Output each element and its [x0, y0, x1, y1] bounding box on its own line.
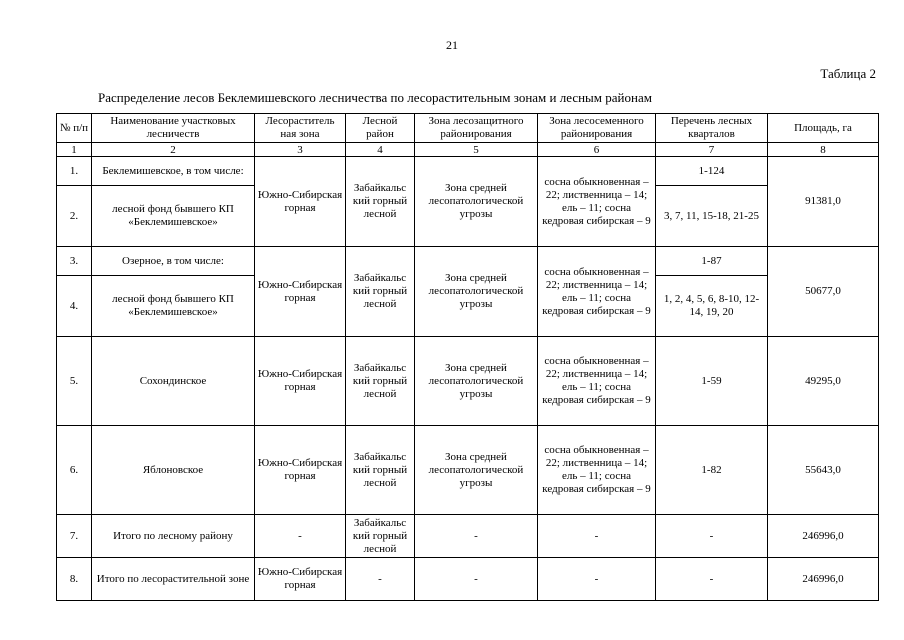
forest-district-cell: - [346, 558, 415, 601]
column-number: 4 [346, 143, 415, 157]
forest-district-cell: Забайкальс кий горный лесной [346, 426, 415, 515]
area-cell: 91381,0 [768, 157, 879, 247]
row-number-cell: 2. [57, 186, 92, 247]
forest-distribution-table [56, 113, 879, 601]
forestry-name-cell: Озерное, в том числе: [92, 247, 255, 276]
table-row [57, 337, 879, 426]
header-cell: Перечень лесных кварталов [656, 114, 768, 143]
table-row [57, 247, 879, 276]
row-number-cell: 5. [57, 337, 92, 426]
seed-zone-cell: сосна обыкновенная – 22; лиственница – 14; ель – 11; сосна кедровая сибирская – 9 [538, 247, 656, 337]
vegetation-zone-cell: Южно-Сибирская горная [255, 157, 346, 247]
table-row [57, 515, 879, 558]
area-cell: 246996,0 [768, 515, 879, 558]
forest-district-cell: Забайкальс кий горный лесной [346, 247, 415, 337]
column-number: 5 [415, 143, 538, 157]
quarters-cell: - [656, 515, 768, 558]
quarters-cell: - [656, 558, 768, 601]
table-row [57, 558, 879, 601]
area-cell: 246996,0 [768, 558, 879, 601]
quarters-cell: 1, 2, 4, 5, 6, 8-10, 12-14, 19, 20 [656, 276, 768, 337]
forest-district-cell: Забайкальс кий горный лесной [346, 157, 415, 247]
table-label: Таблица 2 [820, 66, 876, 81]
forest-district-cell: Забайкальс кий горный лесной [346, 337, 415, 426]
quarters-cell: 1-82 [656, 426, 768, 515]
seed-zone-cell: - [538, 515, 656, 558]
header-cell: Наименование участковых лесничеств [92, 114, 255, 143]
area-cell: 55643,0 [768, 426, 879, 515]
column-number: 7 [656, 143, 768, 157]
table-row [57, 426, 879, 515]
header-cell: Площадь, га [768, 114, 879, 143]
column-number-row [57, 143, 879, 157]
row-number-cell: 3. [57, 247, 92, 276]
protection-zone-cell: Зона средней лесопатологической угрозы [415, 337, 538, 426]
forestry-name-cell: Итого по лесорастительной зоне [92, 558, 255, 601]
vegetation-zone-cell: - [255, 515, 346, 558]
column-number: 2 [92, 143, 255, 157]
forest-district-cell: Забайкальс кий горный лесной [346, 515, 415, 558]
column-number: 3 [255, 143, 346, 157]
document-title: Распределение лесов Беклемишевского лесничества по лесорастительным зонам и лесным районам [98, 90, 652, 105]
seed-zone-cell: - [538, 558, 656, 601]
protection-zone-cell: - [415, 558, 538, 601]
row-number-cell: 7. [57, 515, 92, 558]
column-number: 8 [768, 143, 879, 157]
quarters-cell: 1-59 [656, 337, 768, 426]
quarters-cell: 3, 7, 11, 15-18, 21-25 [656, 186, 768, 247]
header-cell: № п/п [57, 114, 92, 143]
protection-zone-cell: Зона средней лесопатологической угрозы [415, 247, 538, 337]
forestry-name-cell: Яблоновское [92, 426, 255, 515]
header-row [57, 114, 879, 143]
protection-zone-cell: Зона средней лесопатологической угрозы [415, 157, 538, 247]
column-number: 6 [538, 143, 656, 157]
protection-zone-cell: - [415, 515, 538, 558]
quarters-cell: 1-124 [656, 157, 768, 186]
forestry-name-cell: Беклемишевское, в том числе: [92, 157, 255, 186]
column-number: 1 [57, 143, 92, 157]
area-cell: 50677,0 [768, 247, 879, 337]
vegetation-zone-cell: Южно-Сибирская горная [255, 337, 346, 426]
vegetation-zone-cell: Южно-Сибирская горная [255, 558, 346, 601]
area-cell: 49295,0 [768, 337, 879, 426]
protection-zone-cell: Зона средней лесопатологической угрозы [415, 426, 538, 515]
vegetation-zone-cell: Южно-Сибирская горная [255, 426, 346, 515]
vegetation-zone-cell: Южно-Сибирская горная [255, 247, 346, 337]
forestry-name-cell: лесной фонд бывшего КП «Беклемишевское» [92, 276, 255, 337]
row-number-cell: 8. [57, 558, 92, 601]
table-row [57, 157, 879, 186]
page-number: 21 [446, 38, 458, 52]
row-number-cell: 4. [57, 276, 92, 337]
forestry-name-cell: лесной фонд бывшего КП «Беклемишевское» [92, 186, 255, 247]
row-number-cell: 1. [57, 157, 92, 186]
seed-zone-cell: сосна обыкновенная – 22; лиственница – 14; ель – 11; сосна кедровая сибирская – 9 [538, 426, 656, 515]
header-cell: Лесораститель ная зона [255, 114, 346, 143]
header-cell: Зона лесосеменного районирования [538, 114, 656, 143]
seed-zone-cell: сосна обыкновенная – 22; лиственница – 14; ель – 11; сосна кедровая сибирская – 9 [538, 157, 656, 247]
forestry-name-cell: Итого по лесному району [92, 515, 255, 558]
header-cell: Лесной район [346, 114, 415, 143]
row-number-cell: 6. [57, 426, 92, 515]
seed-zone-cell: сосна обыкновенная – 22; лиственница – 14; ель – 11; сосна кедровая сибирская – 9 [538, 337, 656, 426]
quarters-cell: 1-87 [656, 247, 768, 276]
header-cell: Зона лесозащитного районирования [415, 114, 538, 143]
forestry-name-cell: Сохондинское [92, 337, 255, 426]
